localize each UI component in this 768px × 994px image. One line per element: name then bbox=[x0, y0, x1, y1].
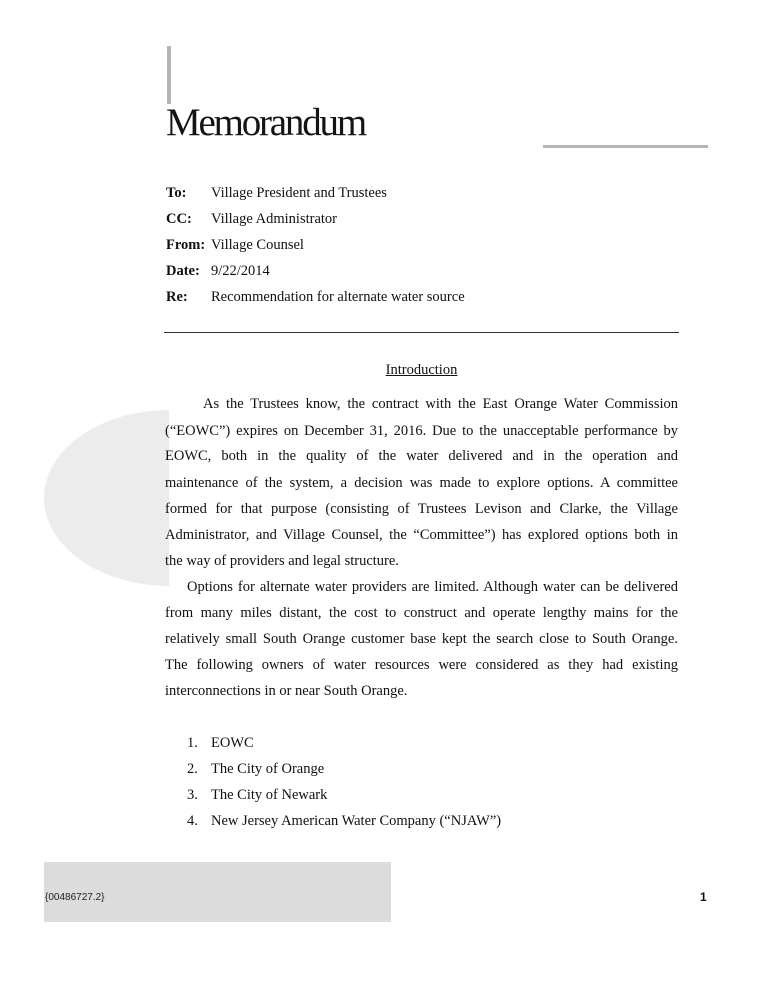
section-heading: Introduction bbox=[385, 362, 458, 378]
header-value: Village Administrator bbox=[211, 211, 337, 227]
header-row-to bbox=[166, 183, 465, 209]
paragraph-line: interconnections in or near South Orange. bbox=[165, 683, 408, 699]
memo-title: Memorandum bbox=[166, 101, 365, 144]
header-value: Village Counsel bbox=[211, 237, 304, 253]
header-value: Recommendation for alternate water source bbox=[211, 289, 465, 305]
list-number: 4. bbox=[187, 813, 198, 829]
header-row-from bbox=[166, 235, 465, 261]
header-row-re bbox=[166, 287, 465, 313]
list-item bbox=[187, 785, 327, 805]
paragraph-line: from many miles distant, the cost to construct and operate lengthy mains for the bbox=[165, 605, 678, 621]
list-item bbox=[187, 733, 254, 753]
paragraph-line: formed for that purpose (consisting of Trustees Levison and Clarke, the Village bbox=[165, 501, 678, 517]
header-divider bbox=[164, 332, 679, 333]
list-text: The City of Orange bbox=[211, 761, 325, 777]
list-number: 2. bbox=[187, 761, 198, 777]
header-label: CC: bbox=[166, 211, 192, 227]
memo-header bbox=[166, 183, 465, 313]
paragraph-line: the way of providers and legal structure. bbox=[165, 553, 399, 569]
list-item bbox=[187, 759, 324, 779]
paragraph-line: (“EOWC”) expires on December 31, 2016. Due to the unacceptable performance by bbox=[165, 423, 678, 439]
header-value: Village President and Trustees bbox=[211, 185, 387, 201]
header-label: To: bbox=[166, 185, 187, 201]
paragraph-line: relatively small South Orange customer base kept the search close to South Orange. bbox=[165, 631, 678, 647]
paragraph-line: Options for alternate water providers are limited. Although water can be delivered bbox=[187, 579, 678, 595]
list-text: EOWC bbox=[211, 735, 254, 751]
list-item bbox=[187, 811, 501, 831]
header-row-date bbox=[166, 261, 465, 287]
list-number: 1. bbox=[187, 735, 198, 751]
paragraph-line: Administrator, and Village Counsel, the “Committee”) has explored options both in bbox=[165, 527, 678, 543]
decorative-vertical-bar bbox=[167, 46, 171, 104]
header-value: 9/22/2014 bbox=[211, 263, 270, 279]
paragraph-line: maintenance of the system, a decision was made to explore options. A committee bbox=[165, 475, 678, 491]
paragraph-line: As the Trustees know, the contract with the East Orange Water Commission bbox=[203, 396, 678, 412]
list-text: The City of Newark bbox=[211, 787, 328, 803]
header-label: Date: bbox=[166, 263, 200, 279]
paragraph-line: The following owners of water resources were considered as they had existing bbox=[165, 657, 678, 673]
page-number: 1 bbox=[700, 890, 707, 904]
header-row-cc bbox=[166, 209, 465, 235]
paragraph-line: EOWC, both in the quality of the water delivered and in the operation and bbox=[165, 448, 678, 464]
decorative-horizontal-bar bbox=[543, 145, 708, 148]
header-label: From: bbox=[166, 237, 206, 253]
header-label: Re: bbox=[166, 289, 188, 305]
list-number: 3. bbox=[187, 787, 198, 803]
document-id: {00486727.2} bbox=[45, 892, 105, 903]
list-text: New Jersey American Water Company (“NJAW”) bbox=[211, 813, 502, 829]
